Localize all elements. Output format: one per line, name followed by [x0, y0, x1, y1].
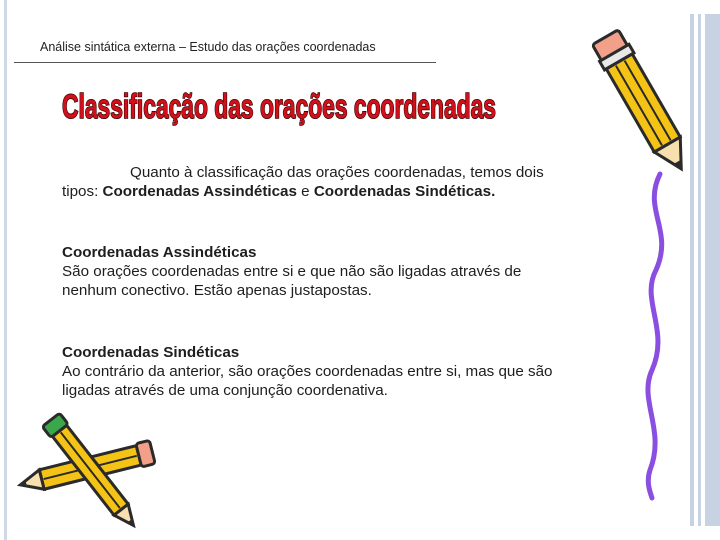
pencil-icon [590, 18, 700, 186]
section-assindeticas [62, 243, 602, 300]
squiggle-line [630, 170, 680, 500]
header-divider [14, 62, 436, 63]
intro-term-sindeticas: Coordenadas Sindéticas. [313, 183, 496, 200]
intro-prefix: tipos: [62, 183, 103, 200]
slide-header: Análise sintática externa – Estudo das orações coordenadas [40, 40, 376, 54]
section-assindeticas-line-1: São orações coordenadas entre si e que não são ligadas através de [62, 263, 522, 280]
section-assindeticas-line-2: nenhum conectivo. Estão apenas justapostas. [62, 282, 372, 299]
section-sindeticas-heading: Coordenadas Sindéticas [62, 344, 240, 361]
intro-paragraph [62, 163, 582, 201]
left-border-line [4, 0, 7, 540]
section-sindeticas-line-1: Ao contrário da anterior, são orações coordenadas entre si, mas que são [62, 363, 553, 380]
intro-conjunction: e [296, 183, 314, 200]
page-title [60, 82, 500, 128]
section-assindeticas-heading: Coordenadas Assindéticas [62, 244, 257, 261]
section-sindeticas-line-2: ligadas através de uma conjunção coordenativa. [62, 382, 388, 399]
crossed-pencils-icon [12, 424, 182, 524]
intro-term-assindeticas: Coordenadas Assindéticas [102, 183, 297, 200]
intro-line-1: Quanto à classificação das orações coordenadas, temos dois [130, 164, 544, 181]
section-sindeticas [62, 343, 622, 400]
page-title-text: Classificação das orações coordenadas [62, 88, 497, 126]
intro-line-2 [62, 182, 582, 201]
